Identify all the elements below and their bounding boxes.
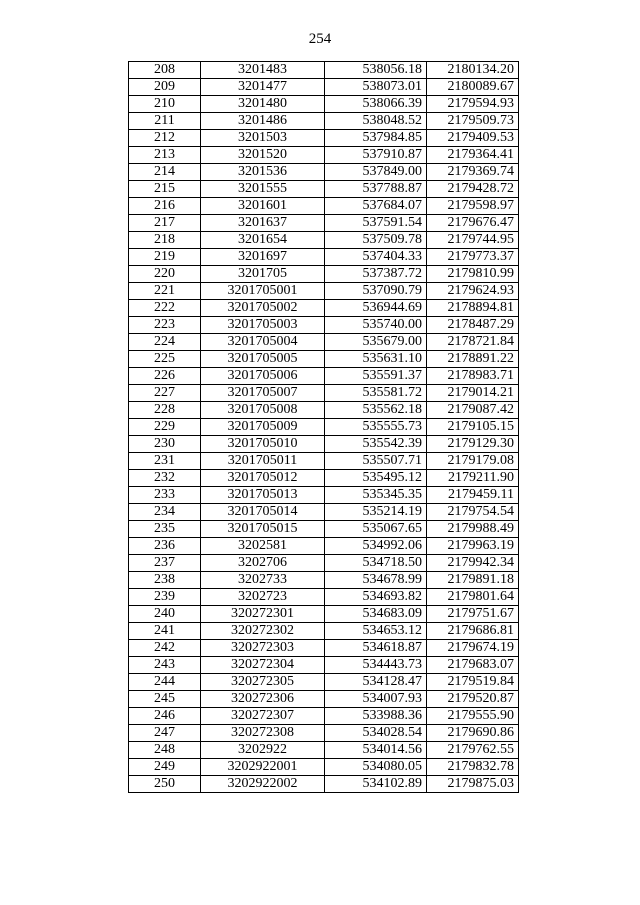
- coordinates-table: [128, 61, 519, 793]
- point-id-cell: 3201705007: [201, 385, 325, 402]
- point-id-cell: 3202922002: [201, 776, 325, 793]
- x-coordinate-cell: 535562.18: [325, 402, 427, 419]
- x-coordinate-cell: 538066.39: [325, 96, 427, 113]
- table-row: [129, 283, 519, 300]
- table-row: [129, 640, 519, 657]
- page-number: 254: [308, 31, 332, 47]
- y-coordinate-cell: 2179762.55: [427, 742, 519, 759]
- row-number-cell: 233: [129, 487, 201, 504]
- y-coordinate-cell: 2178891.22: [427, 351, 519, 368]
- x-coordinate-cell: 537910.87: [325, 147, 427, 164]
- row-number-cell: 222: [129, 300, 201, 317]
- point-id-cell: 3201705008: [201, 402, 325, 419]
- x-coordinate-cell: 535507.71: [325, 453, 427, 470]
- point-id-cell: 3201705013: [201, 487, 325, 504]
- y-coordinate-cell: 2179686.81: [427, 623, 519, 640]
- row-number-cell: 241: [129, 623, 201, 640]
- table-row: [129, 538, 519, 555]
- y-coordinate-cell: 2178487.29: [427, 317, 519, 334]
- point-id-cell: 320272305: [201, 674, 325, 691]
- point-id-cell: 3201705001: [201, 283, 325, 300]
- y-coordinate-cell: 2179674.19: [427, 640, 519, 657]
- table-row: [129, 572, 519, 589]
- table-row: [129, 215, 519, 232]
- row-number-cell: 217: [129, 215, 201, 232]
- table-row: [129, 334, 519, 351]
- table-row: [129, 555, 519, 572]
- table-row: [129, 691, 519, 708]
- x-coordinate-cell: 535581.72: [325, 385, 427, 402]
- point-id-cell: 3201705012: [201, 470, 325, 487]
- table-row: [129, 674, 519, 691]
- x-coordinate-cell: 534653.12: [325, 623, 427, 640]
- row-number-cell: 228: [129, 402, 201, 419]
- x-coordinate-cell: 537090.79: [325, 283, 427, 300]
- table-row: [129, 708, 519, 725]
- point-id-cell: 3201705004: [201, 334, 325, 351]
- point-id-cell: 3201637: [201, 215, 325, 232]
- point-id-cell: 3202733: [201, 572, 325, 589]
- y-coordinate-cell: 2179832.78: [427, 759, 519, 776]
- point-id-cell: 3201654: [201, 232, 325, 249]
- x-coordinate-cell: 537849.00: [325, 164, 427, 181]
- y-coordinate-cell: 2179624.93: [427, 283, 519, 300]
- row-number-cell: 246: [129, 708, 201, 725]
- point-id-cell: 3201520: [201, 147, 325, 164]
- table-row: [129, 232, 519, 249]
- point-id-cell: 3201705006: [201, 368, 325, 385]
- y-coordinate-cell: 2179751.67: [427, 606, 519, 623]
- row-number-cell: 216: [129, 198, 201, 215]
- y-coordinate-cell: 2179014.21: [427, 385, 519, 402]
- row-number-cell: 243: [129, 657, 201, 674]
- y-coordinate-cell: 2179963.19: [427, 538, 519, 555]
- x-coordinate-cell: 534693.82: [325, 589, 427, 606]
- y-coordinate-cell: 2179594.93: [427, 96, 519, 113]
- x-coordinate-cell: 535591.37: [325, 368, 427, 385]
- point-id-cell: 3201705: [201, 266, 325, 283]
- table-row: [129, 436, 519, 453]
- table-row: [129, 623, 519, 640]
- x-coordinate-cell: 534102.89: [325, 776, 427, 793]
- y-coordinate-cell: 2179801.64: [427, 589, 519, 606]
- point-id-cell: 3201705003: [201, 317, 325, 334]
- table-row: [129, 113, 519, 130]
- table-row: [129, 385, 519, 402]
- point-id-cell: 3201601: [201, 198, 325, 215]
- y-coordinate-cell: 2179988.49: [427, 521, 519, 538]
- point-id-cell: 320272304: [201, 657, 325, 674]
- point-id-cell: 3201705011: [201, 453, 325, 470]
- coordinates-table-body: [129, 62, 519, 793]
- x-coordinate-cell: 534618.87: [325, 640, 427, 657]
- table-row: [129, 742, 519, 759]
- x-coordinate-cell: 537684.07: [325, 198, 427, 215]
- y-coordinate-cell: 2179744.95: [427, 232, 519, 249]
- x-coordinate-cell: 536944.69: [325, 300, 427, 317]
- x-coordinate-cell: 538073.01: [325, 79, 427, 96]
- x-coordinate-cell: 534014.56: [325, 742, 427, 759]
- x-coordinate-cell: 535067.65: [325, 521, 427, 538]
- y-coordinate-cell: 2180134.20: [427, 62, 519, 79]
- row-number-cell: 214: [129, 164, 201, 181]
- point-id-cell: 3201705002: [201, 300, 325, 317]
- row-number-cell: 213: [129, 147, 201, 164]
- row-number-cell: 237: [129, 555, 201, 572]
- x-coordinate-cell: 534080.05: [325, 759, 427, 776]
- point-id-cell: 3201705010: [201, 436, 325, 453]
- point-id-cell: 3202922001: [201, 759, 325, 776]
- y-coordinate-cell: 2178894.81: [427, 300, 519, 317]
- row-number-cell: 248: [129, 742, 201, 759]
- x-coordinate-cell: 538048.52: [325, 113, 427, 130]
- row-number-cell: 244: [129, 674, 201, 691]
- table-row: [129, 79, 519, 96]
- x-coordinate-cell: 534007.93: [325, 691, 427, 708]
- x-coordinate-cell: 534683.09: [325, 606, 427, 623]
- table-row: [129, 198, 519, 215]
- x-coordinate-cell: 535495.12: [325, 470, 427, 487]
- x-coordinate-cell: 533988.36: [325, 708, 427, 725]
- y-coordinate-cell: 2179875.03: [427, 776, 519, 793]
- row-number-cell: 232: [129, 470, 201, 487]
- table-row: [129, 776, 519, 793]
- y-coordinate-cell: 2179519.84: [427, 674, 519, 691]
- row-number-cell: 215: [129, 181, 201, 198]
- table-row: [129, 368, 519, 385]
- x-coordinate-cell: 534028.54: [325, 725, 427, 742]
- row-number-cell: 229: [129, 419, 201, 436]
- row-number-cell: 238: [129, 572, 201, 589]
- x-coordinate-cell: 537788.87: [325, 181, 427, 198]
- row-number-cell: 240: [129, 606, 201, 623]
- point-id-cell: 3201555: [201, 181, 325, 198]
- point-id-cell: 3201536: [201, 164, 325, 181]
- y-coordinate-cell: 2179369.74: [427, 164, 519, 181]
- table-row: [129, 300, 519, 317]
- y-coordinate-cell: 2179509.73: [427, 113, 519, 130]
- point-id-cell: 320272308: [201, 725, 325, 742]
- x-coordinate-cell: 535740.00: [325, 317, 427, 334]
- row-number-cell: 211: [129, 113, 201, 130]
- row-number-cell: 231: [129, 453, 201, 470]
- row-number-cell: 210: [129, 96, 201, 113]
- x-coordinate-cell: 537984.85: [325, 130, 427, 147]
- row-number-cell: 209: [129, 79, 201, 96]
- y-coordinate-cell: 2179754.54: [427, 504, 519, 521]
- x-coordinate-cell: 534992.06: [325, 538, 427, 555]
- y-coordinate-cell: 2179105.15: [427, 419, 519, 436]
- row-number-cell: 223: [129, 317, 201, 334]
- x-coordinate-cell: 535542.39: [325, 436, 427, 453]
- table-row: [129, 589, 519, 606]
- point-id-cell: 320272302: [201, 623, 325, 640]
- point-id-cell: 3201477: [201, 79, 325, 96]
- point-id-cell: 3202723: [201, 589, 325, 606]
- x-coordinate-cell: 537387.72: [325, 266, 427, 283]
- y-coordinate-cell: 2180089.67: [427, 79, 519, 96]
- y-coordinate-cell: 2179773.37: [427, 249, 519, 266]
- y-coordinate-cell: 2178721.84: [427, 334, 519, 351]
- row-number-cell: 219: [129, 249, 201, 266]
- row-number-cell: 245: [129, 691, 201, 708]
- table-row: [129, 351, 519, 368]
- row-number-cell: 250: [129, 776, 201, 793]
- y-coordinate-cell: 2179690.86: [427, 725, 519, 742]
- table-row: [129, 164, 519, 181]
- x-coordinate-cell: 534678.99: [325, 572, 427, 589]
- table-row: [129, 606, 519, 623]
- row-number-cell: 208: [129, 62, 201, 79]
- y-coordinate-cell: 2179428.72: [427, 181, 519, 198]
- table-row: [129, 521, 519, 538]
- point-id-cell: 3201705009: [201, 419, 325, 436]
- table-row: [129, 147, 519, 164]
- y-coordinate-cell: 2179810.99: [427, 266, 519, 283]
- table-row: [129, 657, 519, 674]
- point-id-cell: 3201705015: [201, 521, 325, 538]
- y-coordinate-cell: 2179087.42: [427, 402, 519, 419]
- x-coordinate-cell: 535631.10: [325, 351, 427, 368]
- x-coordinate-cell: 537404.33: [325, 249, 427, 266]
- y-coordinate-cell: 2179676.47: [427, 215, 519, 232]
- row-number-cell: 234: [129, 504, 201, 521]
- row-number-cell: 224: [129, 334, 201, 351]
- x-coordinate-cell: 535679.00: [325, 334, 427, 351]
- row-number-cell: 236: [129, 538, 201, 555]
- table-row: [129, 317, 519, 334]
- table-row: [129, 419, 519, 436]
- x-coordinate-cell: 534718.50: [325, 555, 427, 572]
- point-id-cell: 3202706: [201, 555, 325, 572]
- row-number-cell: 247: [129, 725, 201, 742]
- y-coordinate-cell: 2179129.30: [427, 436, 519, 453]
- row-number-cell: 225: [129, 351, 201, 368]
- point-id-cell: 3201697: [201, 249, 325, 266]
- point-id-cell: 3202922: [201, 742, 325, 759]
- y-coordinate-cell: 2179683.07: [427, 657, 519, 674]
- y-coordinate-cell: 2179409.53: [427, 130, 519, 147]
- table-row: [129, 266, 519, 283]
- point-id-cell: 320272303: [201, 640, 325, 657]
- table-row: [129, 402, 519, 419]
- point-id-cell: 3201483: [201, 62, 325, 79]
- x-coordinate-cell: 535345.35: [325, 487, 427, 504]
- point-id-cell: 3201486: [201, 113, 325, 130]
- row-number-cell: 235: [129, 521, 201, 538]
- row-number-cell: 239: [129, 589, 201, 606]
- table-row: [129, 96, 519, 113]
- row-number-cell: 230: [129, 436, 201, 453]
- row-number-cell: 220: [129, 266, 201, 283]
- point-id-cell: 320272301: [201, 606, 325, 623]
- table-row: [129, 62, 519, 79]
- x-coordinate-cell: 537591.54: [325, 215, 427, 232]
- point-id-cell: 3201705005: [201, 351, 325, 368]
- y-coordinate-cell: 2179179.08: [427, 453, 519, 470]
- table-row: [129, 249, 519, 266]
- point-id-cell: 3201480: [201, 96, 325, 113]
- y-coordinate-cell: 2179891.18: [427, 572, 519, 589]
- x-coordinate-cell: 538056.18: [325, 62, 427, 79]
- point-id-cell: 3202581: [201, 538, 325, 555]
- y-coordinate-cell: 2179555.90: [427, 708, 519, 725]
- row-number-cell: 249: [129, 759, 201, 776]
- table-row: [129, 470, 519, 487]
- table-row: [129, 453, 519, 470]
- y-coordinate-cell: 2179459.11: [427, 487, 519, 504]
- row-number-cell: 212: [129, 130, 201, 147]
- table-row: [129, 181, 519, 198]
- y-coordinate-cell: 2179942.34: [427, 555, 519, 572]
- point-id-cell: 320272306: [201, 691, 325, 708]
- row-number-cell: 226: [129, 368, 201, 385]
- row-number-cell: 221: [129, 283, 201, 300]
- row-number-cell: 218: [129, 232, 201, 249]
- x-coordinate-cell: 534443.73: [325, 657, 427, 674]
- table-row: [129, 759, 519, 776]
- y-coordinate-cell: 2179520.87: [427, 691, 519, 708]
- y-coordinate-cell: 2179598.97: [427, 198, 519, 215]
- row-number-cell: 227: [129, 385, 201, 402]
- x-coordinate-cell: 534128.47: [325, 674, 427, 691]
- y-coordinate-cell: 2179364.41: [427, 147, 519, 164]
- x-coordinate-cell: 535555.73: [325, 419, 427, 436]
- table-row: [129, 725, 519, 742]
- row-number-cell: 242: [129, 640, 201, 657]
- x-coordinate-cell: 537509.78: [325, 232, 427, 249]
- table-row: [129, 130, 519, 147]
- table-row: [129, 504, 519, 521]
- point-id-cell: 320272307: [201, 708, 325, 725]
- point-id-cell: 3201705014: [201, 504, 325, 521]
- x-coordinate-cell: 535214.19: [325, 504, 427, 521]
- y-coordinate-cell: 2179211.90: [427, 470, 519, 487]
- y-coordinate-cell: 2178983.71: [427, 368, 519, 385]
- point-id-cell: 3201503: [201, 130, 325, 147]
- table-row: [129, 487, 519, 504]
